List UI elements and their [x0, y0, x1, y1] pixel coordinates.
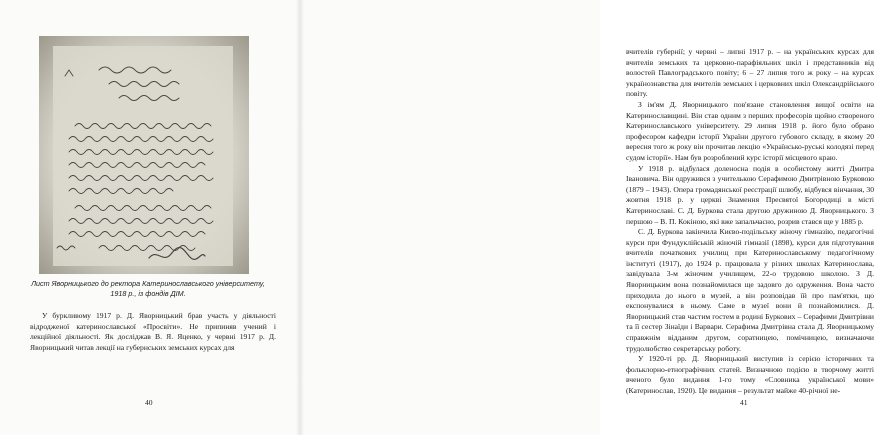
right-page — [300, 0, 874, 435]
right-body-text — [626, 47, 874, 397]
handwritten-letter-photo — [39, 36, 249, 274]
paragraph: З ім'ям Д. Яворницького пов'язане становлення вищої освіти на Катеринославщині. Він став одним з перших професорів щойно створеного Катеринославського університету. 29 липня 1918 р. його було обрано професором кафедри історії України другого губового складу, в якому 20 вересня того ж року він прочитав лекцію «Українсько-руські колодязі перед судом історії». Нам був розроблений курс історії місцевого краю. — [626, 99, 874, 162]
paragraph: вчителів губернії; у червні – липні 1917 р. – на українських курсах для вчителів земських та церковно-парафіяльних шкіл і представників від волостей Павлоградського повіту; 6 – 27 липня того ж року – на курсах українознавства для вчителів земських і церковних шкіл Олександрійського повіту. — [626, 47, 874, 99]
photo-caption: Лист Яворницького до ректора Катеринославського університету, 1918 р., із фондів ДІМ. — [31, 279, 265, 298]
left-page — [0, 0, 300, 435]
page-number-left: 40 — [145, 398, 153, 407]
page-number-right: 41 — [740, 398, 748, 407]
left-body-text — [30, 311, 276, 353]
paragraph: У буркливому 1917 р. Д. Яворницький брав участь у діяльності відродженої катеринославської «Просвіти». Не припиняв учений і лекційної діяльності. Як досліджав В. Я. Яценко, у червні 1917 р. Д. Яворницький читав лекції на губернських земських курсах для — [30, 311, 276, 352]
paragraph: С. Д. Буркова закінчила Києво-подільську жіночу гімназію, педагогічні курси при Фундуклійській жіночій гімназії (1898), курси для підготування вчителів початкових училищ при Катеринославському педагогічному інституті (1917), до 1924 р. працювала у різних школах Катеринослава, завідувала 3-м жіночим училищем, 22-о трудовою школою. З Д. Яворницьким вона познайомилася ще задовго до одруження. Вона часто приходила до нього в музей, а він розповідав їй про пам'ятки, що експонувалися в ньому. Саме в музеї вони й познайомилися. Д. Яворницький став частим гостем в родині Буркових – Серафими Дмитрівни та її сестер Зінаїди і Варвари. Серафима Дмитрівна стала Д. Яворницькому справжнім відданим другом, соратницею, помічницею, визначаючи трудолюбство секретарську роботу. — [626, 227, 874, 353]
paragraph: У 1920-ті рр. Д. Яворницький виступив із серією історичних та фольклорно-етнографічних статей. Визначною подією в творчому житті вченого було видання 1-го тому «Словника української мови» (Катеринослав, 1920). Це видання – результат майже 40-річної не- — [626, 354, 874, 395]
handwritten-letter-image — [39, 36, 249, 274]
paragraph: У 1918 р. відбулася доленосна подія в особистому житті Дмитра Івановича. Він одружився з учителькою Серафимою Дмитрівною Бурковою (1879 – 1943). Опера громадянської реєстрації шлюбу, відбувся вінчання, 30 жовтня 1918 р. у церкві Знамення Пресвятої Богородиці в місті Катеринославі. С. Д. Буркова стала другою дружиною Д. Яворницького. З першою – В. П. Кокіною, які вже запальчасно, розрив стався ще у 1885 р. — [626, 163, 874, 226]
